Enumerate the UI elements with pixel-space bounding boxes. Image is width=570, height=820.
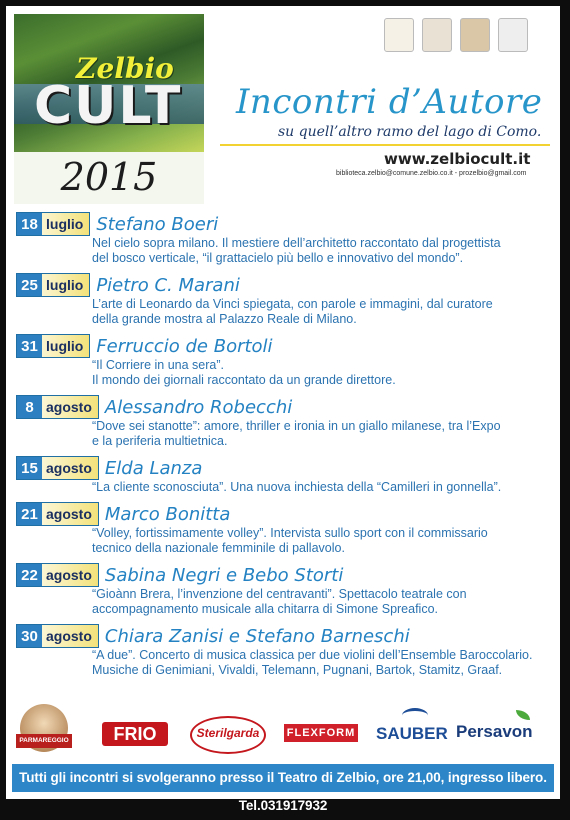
event-item [16, 212, 552, 266]
parmareggio-logo [16, 704, 72, 756]
sauber-logo: SAUBER [376, 724, 448, 743]
event-day: 22 [17, 564, 42, 586]
event-header [16, 273, 552, 297]
parmareggio-label: PARMAREGGIO [16, 734, 72, 748]
event-month: agosto [46, 506, 92, 522]
event-month: luglio [46, 338, 84, 354]
event-description-line: “A due”. Concerto di musica classica per due violini dell’Ensemble Baroccolario. [92, 648, 533, 662]
event-header [16, 334, 552, 358]
event-header [16, 456, 552, 480]
event-item [16, 395, 552, 449]
sponsor-bar [16, 702, 552, 758]
event-description-line: “Dove sei stanotte”: amore, thriller e ironia in un giallo milanese, tra l’Expo [92, 419, 501, 433]
event-day: 15 [17, 457, 42, 479]
event-month: luglio [46, 216, 84, 232]
event-list [16, 212, 552, 685]
event-date-badge [16, 273, 90, 297]
event-day: 30 [17, 625, 42, 647]
event-month: agosto [46, 628, 92, 644]
event-day: 25 [17, 274, 42, 296]
page-subtitle: su quell’altro ramo del lago di Como. [278, 124, 542, 140]
event-speaker: Stefano Boeri [96, 213, 219, 235]
event-date-badge [16, 334, 90, 358]
persavon-leaf-icon [516, 710, 530, 720]
event-description-line: “Il Corriere in una sera”. [92, 358, 224, 372]
event-description-line: Musiche di Genimiani, Vivaldi, Telemann, Pugnani, Bartok, Stamitz, Graaf. [92, 663, 503, 677]
event-date-badge [16, 212, 90, 236]
logo-brand: Zelbio [76, 52, 174, 85]
footer-info: Tutti gli incontri si svolgeranno presso il Teatro di Zelbio, ore 21,00, ingresso libero. Tel.031917932 [12, 764, 554, 792]
event-date-badge [16, 624, 99, 648]
event-speaker: Ferruccio de Bortoli [96, 335, 273, 357]
event-month: agosto [46, 567, 92, 583]
event-date-badge [16, 563, 99, 587]
event-item [16, 563, 552, 617]
logo-cult: CULT [34, 76, 183, 136]
zelbio-cult-logo [14, 14, 204, 204]
comune-crest-icon [384, 18, 414, 52]
library-logo-icon [422, 18, 452, 52]
event-item [16, 334, 552, 388]
persavon-logo: Persavon [456, 722, 533, 741]
event-date-badge [16, 395, 99, 419]
header-divider [220, 144, 550, 146]
event-item [16, 456, 552, 495]
event-month: agosto [46, 460, 92, 476]
flexform-logo: FLEXFORM [284, 724, 358, 742]
poster [6, 6, 560, 813]
event-day: 31 [17, 335, 42, 357]
frio-logo: FRIO [102, 722, 168, 746]
event-speaker: Pietro C. Marani [96, 274, 240, 296]
association-logo-icon [460, 18, 490, 52]
event-description-line: “Gioànn Brera, l’invenzione del centravanti”. Spettacolo teatrale con [92, 587, 467, 601]
event-date-badge [16, 456, 99, 480]
institution-logos [384, 18, 528, 58]
event-item [16, 273, 552, 327]
event-header [16, 563, 552, 587]
event-description-line: accompagnamento musicale alla chitarra di Simone Spreafico. [92, 602, 439, 616]
event-speaker: Elda Lanza [104, 457, 203, 479]
event-speaker: Marco Bonitta [104, 503, 231, 525]
website-link[interactable]: www.zelbiocult.it [384, 150, 531, 168]
event-description-line: “La cliente sconosciuta”. Una nuova inchiesta della “Camilleri in gonnella”. [92, 480, 502, 494]
event-day: 18 [17, 213, 42, 235]
sterilgarda-logo: Sterilgarda [190, 716, 266, 754]
event-description-line: L’arte di Leonardo da Vinci spiegata, con parole e immagini, dal curatore [92, 297, 493, 311]
event-item [16, 624, 552, 678]
event-speaker: Chiara Zanisi e Stefano Barneschi [104, 625, 410, 647]
page-title: Incontri d’Autore [236, 82, 543, 122]
event-description-line: tecnico della nazionale femminile di pallavolo. [92, 541, 345, 555]
event-description-line: del bosco verticale, “il grattacielo più bello e innovativo del mondo”. [92, 251, 464, 265]
contact-emails[interactable]: biblioteca.zelbio@comune.zelbio.co.it - prozelbio@gmail.com [336, 170, 527, 177]
event-month: agosto [46, 399, 92, 415]
event-date-badge [16, 502, 99, 526]
event-speaker: Alessandro Robecchi [104, 396, 293, 418]
event-item [16, 502, 552, 556]
event-speaker: Sabina Negri e Bebo Storti [104, 564, 344, 586]
event-header [16, 502, 552, 526]
event-description-line: e la periferia multietnica. [92, 434, 228, 448]
logo-year: 2015 [60, 155, 158, 199]
event-header [16, 624, 552, 648]
event-day: 21 [17, 503, 42, 525]
event-header [16, 395, 552, 419]
sauber-mark-icon [402, 708, 428, 723]
event-description-line: “Volley, fortissimamente volley”. Intervista sullo sport con il commissario [92, 526, 488, 540]
event-description-line: della grande mostra al Palazzo Reale di Milano. [92, 312, 357, 326]
event-month: luglio [46, 277, 84, 293]
pro-loco-logo-icon [498, 18, 528, 52]
event-description-line: Il mondo dei giornali raccontato da un grande direttore. [92, 373, 396, 387]
event-day: 8 [17, 396, 42, 418]
event-description-line: Nel cielo sopra milano. Il mestiere dell’architetto raccontato dal progettista [92, 236, 501, 250]
event-header [16, 212, 552, 236]
